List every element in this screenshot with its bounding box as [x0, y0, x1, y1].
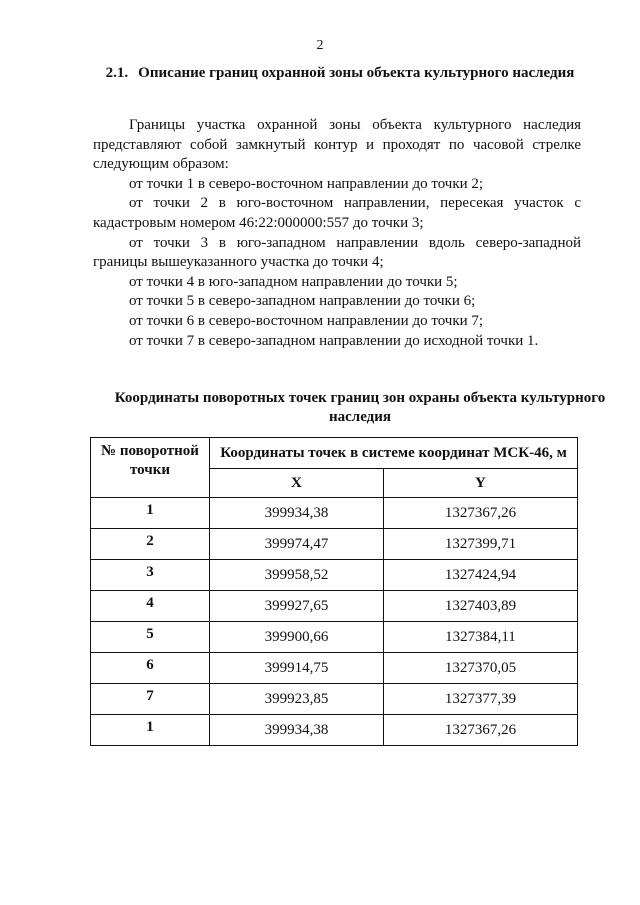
- coord-x: 399927,65: [210, 591, 384, 622]
- table-row: [91, 498, 578, 529]
- coord-y: 1327367,26: [383, 715, 577, 746]
- point-number: 3: [91, 560, 210, 591]
- header-point-number: № поворотной точки: [91, 438, 210, 498]
- point-number: 7: [91, 684, 210, 715]
- point-number: 5: [91, 622, 210, 653]
- coord-y: 1327403,89: [383, 591, 577, 622]
- page-number: 2: [316, 38, 324, 53]
- table-row: [91, 529, 578, 560]
- header-x: X: [210, 469, 384, 498]
- segment-5: от точки 5 в северо-западном направлении до точки 6;: [129, 293, 476, 310]
- description-intro: Границы участка охранной зоны объекта культурного наследия представляют собой замкнутый контур и проходят по часовой стрелке следующим образом:: [93, 117, 581, 173]
- header-y: Y: [383, 469, 577, 498]
- table-row: [91, 684, 578, 715]
- table-row: [91, 715, 578, 746]
- point-number: 1: [91, 498, 210, 529]
- coord-y: 1327370,05: [383, 653, 577, 684]
- coord-y: 1327384,11: [383, 622, 577, 653]
- table-row: [91, 560, 578, 591]
- coord-x: 399934,38: [210, 498, 384, 529]
- coord-y: 1327424,94: [383, 560, 577, 591]
- point-number: 1: [91, 715, 210, 746]
- segment-3: от точки 3 в юго-западном направлении вдоль северо-западной границы вышеуказанного участка до точки 4;: [93, 234, 581, 271]
- point-number: 6: [91, 653, 210, 684]
- coord-x: 399923,85: [210, 684, 384, 715]
- table-row: [91, 622, 578, 653]
- coord-x: 399900,66: [210, 622, 384, 653]
- header-coordinate-system: Координаты точек в системе координат МСК-46, м: [210, 438, 578, 469]
- coord-x: 399914,75: [210, 653, 384, 684]
- segment-4: от точки 4 в юго-западном направлении до точки 5;: [129, 273, 458, 290]
- table-row: [91, 591, 578, 622]
- segment-7: от точки 7 в северо-западном направлении до исходной точки 1.: [129, 332, 539, 349]
- coord-x: 399974,47: [210, 529, 384, 560]
- coord-x: 399934,38: [210, 715, 384, 746]
- boundary-description: [93, 116, 581, 351]
- segment-2: от точки 2 в юго-восточном направлении, пересекая участок с кадастровым номером 46:22:000000:557 до точки 3;: [93, 195, 581, 231]
- table-title: Координаты поворотных точек границ зон охраны объекта культурного наследия: [114, 390, 606, 425]
- coord-x: 399958,52: [210, 560, 384, 591]
- coord-y: 1327399,71: [383, 529, 577, 560]
- coordinates-table: [90, 437, 578, 746]
- coord-y: 1327377,39: [383, 684, 577, 715]
- coord-y: 1327367,26: [383, 498, 577, 529]
- point-number: 4: [91, 591, 210, 622]
- segment-6: от точки 6 в северо-восточном направлении до точки 7;: [129, 312, 484, 329]
- segment-1: от точки 1 в северо-восточном направлении до точки 2;: [129, 175, 484, 192]
- table-row: [91, 653, 578, 684]
- section-title: [100, 64, 580, 83]
- point-number: 2: [91, 529, 210, 560]
- section-number: 2.1.: [105, 65, 129, 81]
- section-title-text: Описание границ охранной зоны объекта культурного наследия: [138, 65, 575, 81]
